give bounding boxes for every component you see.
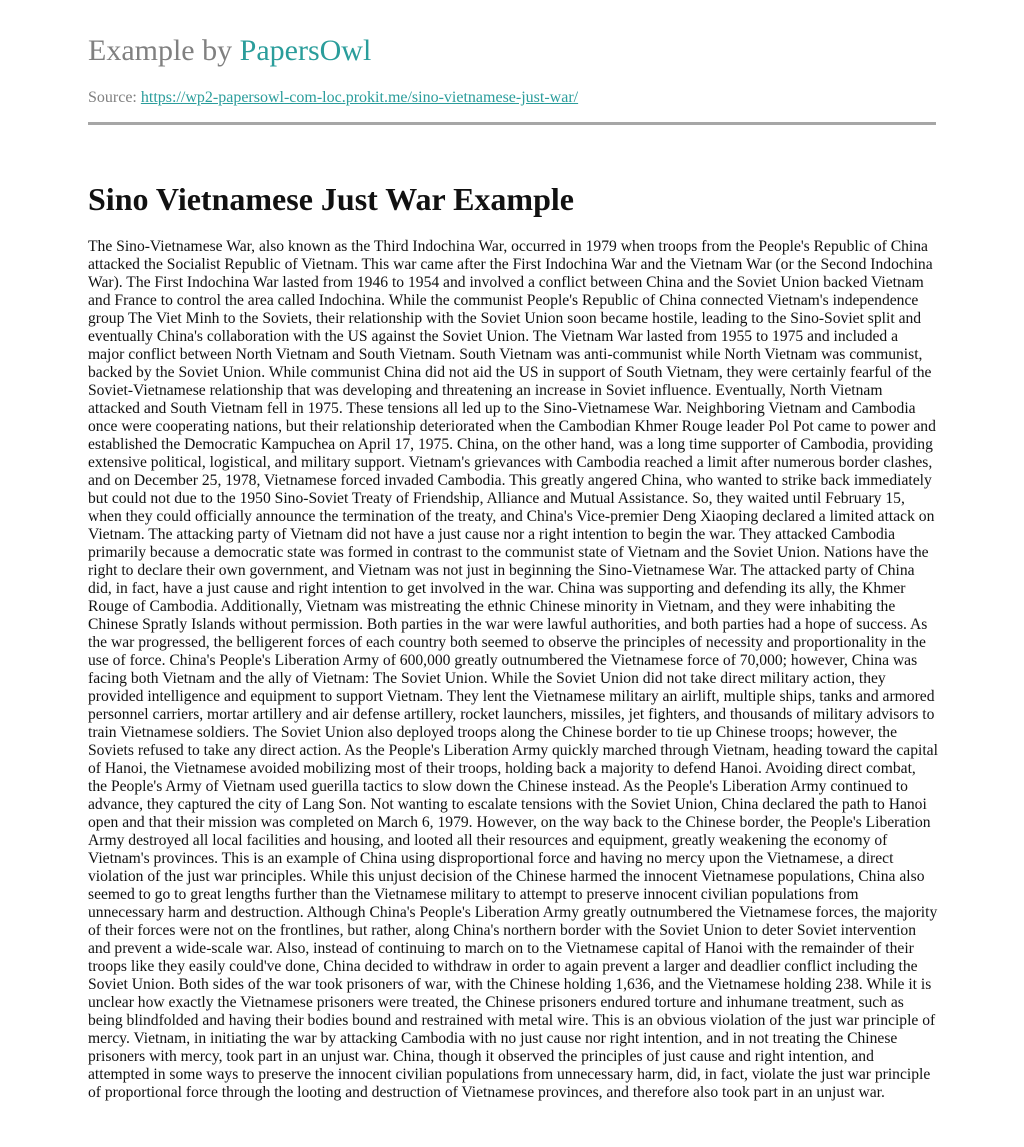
source-label: Source: [88,89,137,106]
header-divider [88,122,936,125]
source-url-link[interactable]: https://wp2-papersowl-com-loc.prokit.me/sino-vietnamese-just-war/ [140,89,579,106]
brand-header [88,33,371,69]
essay-body: The Sino-Vietnamese War, also known as the Third Indochina War, occurred in 1979 when troops from the People's Republic of China attacked the Socialist Republic of Vietnam. This war came after the First Indochina War and the Vietnam War (or the Second Indochina War). The First Indochina War lasted from 1946 to 1954 and involved a conflict between China and the Soviet Union backed Vietnam and France to control the area called Indochina. While the communist People's Republic of China connected Vietnam's independence group The Viet Minh to the Soviets, their relationship with the Soviet Union soon became hostile, leading to the Sino-Soviet split and eventually China's collaboration with the US against the Soviet Union. The Vietnam War lasted from 1955 to 1975 and included a major conflict between North Vietnam and South Vietnam. South Vietnam was anti-communist while North Vietnam was communist, backed by the Soviet Union. While communist China did not aid the US in support of South Vietnam, they were certainly fearful of the Soviet-Vietnamese relationship that was developing and threatening an increase in Soviet influence. Eventually, North Vietnam attacked and South Vietnam fell in 1975. These tensions all led up to the Sino-Vietnamese War. Neighboring Vietnam and Cambodia once were cooperating nations, but their relationship deteriorated when the Cambodian Khmer Rouge leader Pol Pot came to power and established the Democratic Kampuchea on April 17, 1975. China, on the other hand, was a long time supporter of Cambodia, providing extensive political, logistical, and military support. Vietnam's grievances with Cambodia reached a limit after numerous border clashes, and on December 25, 1978, Vietnamese forced invaded Cambodia. This greatly angered China, who wanted to strike back immediately but could not due to the 1950 Sino-Soviet Treaty of Friendship, Alliance and Mutual Assistance. So, they waited until February 15, when they could officially announce the termination of the treaty, and China's Vice-premier Deng Xiaoping declared a limited attack on Vietnam. The attacking party of Vietnam did not have a just cause nor a right intention to begin the war. They attacked Cambodia primarily because a democratic state was formed in contrast to the communist state of Vietnam and the Soviet Union. Nations have the right to declare their own government, and Vietnam was not just in beginning the Sino-Vietnamese War. The attacked party of China did, in fact, have a just cause and right intention to get involved in the war. China was supporting and defending its ally, the Khmer Rouge of Cambodia. Additionally, Vietnam was mistreating the ethnic Chinese minority in Vietnam, and they were inhabiting the Chinese Spratly Islands without permission. Both parties in the war were lawful authorities, and both parties had a hope of success. As the war progressed, the belligerent forces of each country both seemed to observe the principles of necessity and proportionality in the use of force. China's People's Liberation Army of 600,000 greatly outnumbered the Vietnamese force of 70,000; however, China was facing both Vietnam and the ally of Vietnam: The Soviet Union. While the Soviet Union did not take direct military action, they provided intelligence and equipment to support Vietnam. They lent the Vietnamese military an airlift, multiple ships, tanks and armored personnel carriers, mortar artillery and air defense artillery, rocket launchers, missiles, jet fighters, and thousands of military advisors to train Vietnamese soldiers. The Soviet Union also deployed troops along the Chinese border to tie up Chinese troops; however, the Soviets refused to take any direct action. As the People's Liberation Army quickly marched through Vietnam, heading toward the capital of Hanoi, the Vietnamese avoided mobilizing most of their troops, holding back a majority to defend Hanoi. Avoiding direct combat, the People's Army of Vietnam used guerilla tactics to slow down the Chinese instead. As the People's Liberation Army continued to advance, they captured the city of Lang Son. Not wanting to escalate tensions with the Soviet Union, China declared the path to Hanoi open and that their mission was completed on March 6, 1979. However, on the way back to the Chinese border, the People's Liberation Army destroyed all local facilities and housing, and looted all their resources and equipment, greatly weakening the economy of Vietnam's provinces. This is an example of China using disproportional force and having no mercy upon the Vietnamese, a direct violation of the just war principles. While this unjust decision of the Chinese harmed the innocent Vietnamese populations, China also seemed to go to great lengths further than the Vietnamese military to attempt to preserve innocent civilian populations from unnecessary harm and destruction. Although China's People's Liberation Army greatly outnumbered the Vietnamese forces, the majority of their forces were not on the frontlines, but rather, along China's northern border with the Soviet Union to deter Soviet intervention and prevent a wide-scale war. Also, instead of continuing to march on to the Vietnamese capital of Hanoi with the remainder of their troops like they easily could've done, China decided to withdraw in order to again prevent a larger and deadlier conflict including the Soviet Union. Both sides of the war took prisoners of war, with the Chinese holding 1,636, and the Vietnamese holding 238. While it is unclear how exactly the Vietnamese prisoners were treated, the Chinese prisoners endured torture and inhumane treatment, such as being blindfolded and having their bodies bound and restrained with metal wire. This is an obvious violation of the just war principle of mercy. Vietnam, in initiating the war by attacking Cambodia with no just cause nor right intention, and in not treating the Chinese prisoners with mercy, took part in an unjust war. China, though it observed the principles of just cause and right intention, and attempted in some ways to preserve the innocent civilian populations from unnecessary harm, did, in fact, violate the just war principle of proportional force through the looting and destruction of Vietnamese provinces, and therefore also took part in an unjust war. [88,238,938,1101]
page-title: Sino Vietnamese Just War Example [88,181,574,217]
brand-prefix: Example by [88,34,233,67]
brand-name-link[interactable]: PapersOwl [239,34,372,67]
source-line [88,88,578,108]
